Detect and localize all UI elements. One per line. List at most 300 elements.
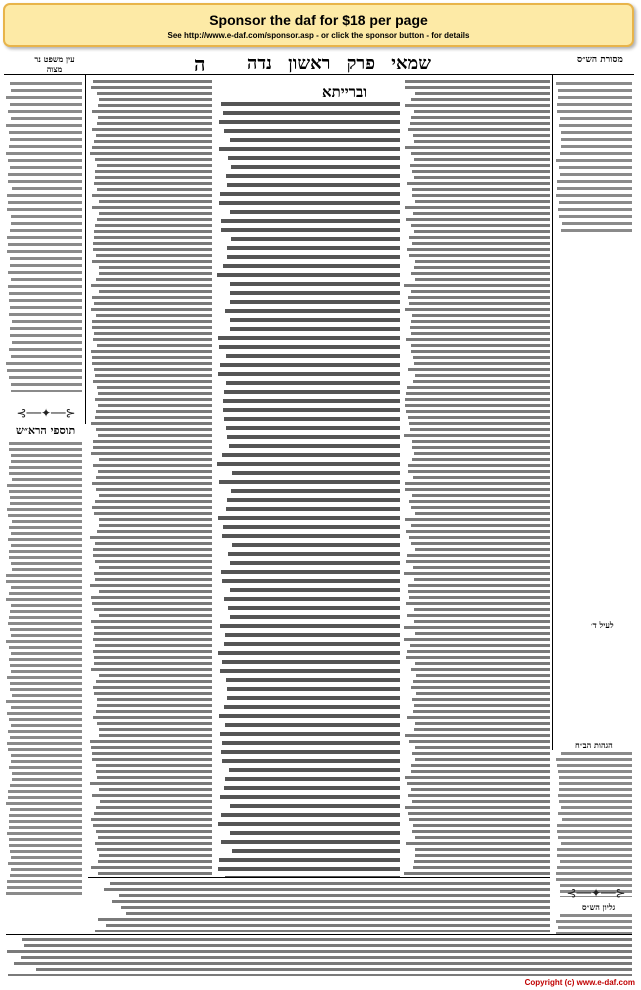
text-line [409, 422, 550, 425]
text-line [556, 920, 632, 923]
text-line [560, 117, 632, 120]
text-line [12, 520, 82, 523]
text-line [414, 728, 550, 731]
text-line [412, 800, 550, 803]
text-line [12, 568, 82, 571]
text-line [560, 152, 632, 155]
text-line [99, 614, 212, 617]
text-line [6, 96, 82, 99]
text-line [99, 212, 212, 215]
text-line [225, 633, 400, 637]
text-line [414, 860, 550, 863]
ein-mishpat-label: עין משפט נר מצוה [34, 54, 75, 74]
text-line [11, 460, 82, 463]
text-line [221, 228, 400, 232]
text-line [94, 230, 212, 233]
text-line [11, 562, 82, 565]
text-line [95, 224, 212, 227]
text-line [222, 741, 400, 745]
text-line [94, 812, 212, 815]
text-line [408, 296, 550, 299]
text-line [93, 650, 212, 653]
text-line [7, 676, 82, 679]
text-line [95, 560, 212, 563]
text-line [408, 470, 550, 473]
text-line [11, 383, 82, 386]
text-line [98, 470, 212, 473]
text-line [12, 478, 82, 481]
text-line [11, 532, 82, 535]
text-line [11, 604, 82, 607]
text-line [96, 770, 212, 773]
text-line [21, 956, 632, 959]
text-line [220, 732, 400, 736]
text-line [222, 579, 400, 583]
text-line [97, 776, 212, 779]
ornament-divider: ⊰──✦──⊱ [16, 406, 76, 420]
text-line [556, 758, 632, 761]
text-line [10, 682, 82, 685]
text-line [94, 572, 212, 575]
text-line [411, 290, 550, 293]
page-number: ה [194, 52, 206, 76]
text-line [10, 736, 82, 739]
text-line [413, 134, 550, 137]
sponsor-details[interactable]: See http://www.e-daf.com/sponsor.asp - or click the sponsor button - for details [167, 31, 470, 40]
text-line [94, 236, 212, 239]
text-line [228, 606, 400, 610]
text-line [230, 615, 400, 619]
text-line [221, 102, 400, 106]
text-line [11, 390, 82, 392]
text-line [106, 924, 550, 927]
header-rule [4, 74, 634, 75]
masoret-hashas-label: מסורת הש״ס [577, 55, 623, 65]
text-line [91, 86, 212, 89]
text-line [412, 494, 550, 497]
text-line [414, 620, 550, 623]
text-line [560, 860, 632, 863]
text-line [9, 448, 82, 451]
text-line [8, 201, 82, 204]
text-line [411, 116, 550, 119]
text-line [558, 96, 632, 99]
text-line [97, 92, 212, 95]
page-header-title: שמאי פרק ראשון נדה [247, 53, 431, 74]
text-line [412, 752, 550, 755]
text-line [90, 536, 212, 539]
text-line [226, 507, 400, 511]
text-line [558, 770, 632, 773]
text-line [227, 246, 400, 250]
text-line [6, 580, 82, 583]
text-line [414, 578, 550, 581]
text-line [411, 224, 550, 227]
text-line [414, 704, 550, 707]
text-line [10, 808, 82, 811]
text-line [413, 212, 550, 215]
text-line [412, 830, 550, 833]
text-line [411, 332, 550, 335]
text-line [99, 728, 212, 731]
text-line [7, 369, 82, 372]
text-line [408, 812, 550, 815]
text-line [9, 472, 82, 475]
text-line [14, 962, 632, 965]
text-line [224, 597, 400, 601]
text-line [230, 588, 400, 592]
text-line [92, 602, 212, 605]
divider-left [85, 74, 86, 424]
text-line [230, 804, 400, 808]
text-line [561, 806, 632, 809]
text-line [556, 82, 632, 85]
text-line [229, 444, 400, 448]
text-line [227, 255, 400, 259]
text-line [415, 746, 550, 749]
text-line [219, 858, 400, 862]
text-line [92, 128, 212, 131]
text-line [223, 408, 400, 412]
text-line [96, 488, 212, 491]
text-line [8, 862, 82, 865]
text-line [92, 506, 212, 509]
text-line [224, 417, 400, 421]
text-line [223, 399, 400, 403]
text-line [557, 187, 632, 190]
text-line [95, 930, 550, 932]
text-line [559, 788, 632, 791]
text-line [92, 296, 212, 299]
text-line [9, 145, 82, 148]
text-line [407, 716, 550, 719]
text-line [95, 416, 212, 419]
text-line [9, 814, 82, 817]
text-line [411, 98, 550, 101]
text-line [99, 266, 212, 269]
text-line [404, 572, 550, 575]
text-line [405, 80, 550, 83]
tosfot-rosh-heading: תוספי הרא״ש [16, 424, 76, 437]
text-line [9, 442, 82, 445]
text-line [121, 906, 550, 909]
text-line [97, 344, 212, 347]
text-line [414, 176, 550, 179]
text-line [97, 848, 212, 851]
tosfot-rosh-column [6, 442, 82, 897]
text-line [415, 632, 550, 635]
text-line [230, 831, 400, 835]
text-line [218, 867, 400, 871]
text-line [221, 570, 400, 574]
text-line [219, 147, 400, 151]
text-line [557, 103, 632, 106]
text-line [556, 194, 632, 197]
text-line [411, 320, 550, 323]
text-line [97, 698, 212, 701]
text-line [96, 278, 212, 281]
text-line [218, 651, 400, 655]
text-line [230, 300, 400, 304]
text-line [227, 435, 400, 439]
text-line [93, 80, 212, 83]
text-line [232, 471, 400, 475]
text-line [8, 110, 82, 113]
text-line [227, 687, 400, 691]
text-line [222, 759, 400, 763]
text-line [557, 824, 632, 827]
text-line [91, 620, 212, 623]
text-line [414, 158, 550, 161]
text-line [93, 242, 212, 245]
text-line [10, 850, 82, 853]
text-line [559, 124, 632, 127]
text-line [98, 434, 212, 437]
text-line [92, 752, 212, 755]
text-line [10, 166, 82, 169]
text-line [11, 652, 82, 655]
margin-reference: לעיל ד׳ [591, 620, 614, 630]
text-line [411, 344, 550, 347]
text-line [96, 428, 212, 431]
text-line [408, 128, 550, 131]
text-line [415, 854, 550, 857]
text-line [10, 496, 82, 499]
text-line [411, 152, 550, 155]
text-line [221, 813, 400, 817]
text-line [230, 210, 400, 214]
text-line [559, 800, 632, 803]
text-line [9, 826, 82, 829]
text-line [405, 404, 550, 407]
text-line [94, 140, 212, 143]
text-line [93, 548, 212, 551]
text-line [12, 778, 82, 781]
text-line [220, 624, 400, 628]
text-line [7, 880, 82, 883]
text-line [218, 516, 400, 520]
text-line [6, 574, 82, 577]
text-line [557, 110, 632, 113]
text-line [404, 284, 550, 287]
text-line [561, 131, 632, 134]
text-line [412, 170, 550, 173]
text-line [414, 452, 550, 455]
text-line [404, 434, 550, 437]
text-line [559, 166, 632, 169]
text-line [558, 794, 632, 797]
text-line [559, 215, 632, 218]
text-line [93, 716, 212, 719]
text-line [91, 746, 212, 749]
text-line [411, 524, 550, 527]
text-line [405, 398, 550, 401]
text-line [10, 334, 82, 337]
text-line [91, 422, 212, 425]
text-line [12, 320, 82, 323]
text-line [98, 836, 212, 839]
text-line [415, 512, 550, 515]
text-line [97, 122, 212, 125]
text-line [95, 374, 212, 377]
text-line [6, 802, 82, 805]
text-line [92, 362, 212, 365]
text-line [93, 824, 212, 827]
text-line [90, 782, 212, 785]
text-line [92, 794, 212, 797]
text-line [231, 165, 400, 169]
text-line [6, 892, 82, 895]
text-line [231, 237, 400, 241]
text-line [408, 416, 550, 419]
text-line [99, 734, 212, 737]
text-line [224, 390, 400, 394]
text-line [408, 464, 550, 467]
text-line [7, 208, 82, 211]
text-line [6, 640, 82, 643]
text-line [559, 782, 632, 785]
masoret-hashas-column [556, 82, 632, 232]
text-line [99, 272, 212, 275]
text-line [8, 748, 82, 751]
text-line [10, 82, 82, 85]
text-line [217, 462, 400, 466]
text-line [407, 782, 550, 785]
text-line [91, 308, 212, 311]
text-line [220, 192, 400, 196]
text-line [12, 772, 82, 775]
text-line [95, 542, 212, 545]
text-line [414, 110, 550, 113]
text-line [217, 273, 400, 277]
text-line [404, 638, 550, 641]
text-line [414, 230, 550, 233]
text-line [11, 856, 82, 859]
text-line [11, 355, 82, 358]
text-line [557, 848, 632, 851]
text-line [226, 426, 400, 430]
text-line [232, 849, 400, 853]
text-line [7, 832, 82, 835]
text-line [558, 926, 632, 929]
text-line [220, 795, 400, 799]
text-line [10, 229, 82, 232]
text-line [99, 98, 212, 101]
text-line [409, 818, 550, 821]
text-line [404, 626, 550, 629]
text-line [407, 386, 550, 389]
text-line [406, 842, 550, 845]
text-line [558, 208, 632, 211]
text-line [409, 500, 550, 503]
text-line [99, 524, 212, 527]
text-line [222, 453, 400, 457]
text-line [556, 872, 632, 875]
text-line [10, 502, 82, 505]
sponsor-banner[interactable] [3, 3, 634, 47]
text-line [561, 138, 632, 141]
text-line [413, 824, 550, 827]
text-line [11, 222, 82, 225]
text-line [219, 201, 400, 205]
text-line [93, 686, 212, 689]
text-line [560, 173, 632, 176]
copyright-notice[interactable]: Copyright (c) www.e-daf.com [524, 978, 635, 987]
text-line [92, 110, 212, 113]
text-line [98, 860, 212, 863]
text-line [415, 662, 550, 665]
text-line [91, 818, 212, 821]
text-line [415, 92, 550, 95]
text-line [9, 299, 82, 302]
gemara-opening-word: וברייתא [322, 83, 368, 101]
text-line [408, 584, 550, 587]
text-line [230, 138, 400, 142]
text-line [225, 309, 401, 313]
text-line [410, 326, 550, 329]
text-line [92, 356, 212, 359]
text-line [6, 362, 82, 365]
text-line [226, 678, 400, 682]
text-line [411, 506, 550, 509]
ornament-divider-right: ⊰──✦──⊱ [566, 886, 626, 900]
text-line [98, 918, 550, 921]
text-line [96, 410, 212, 413]
text-line [219, 480, 400, 484]
text-line [11, 586, 82, 589]
tosafot-column [90, 80, 212, 875]
text-line [7, 508, 82, 511]
text-line [221, 750, 400, 754]
text-line [92, 320, 212, 323]
text-line [405, 806, 550, 809]
text-line [224, 786, 400, 790]
text-line [414, 266, 550, 269]
text-line [408, 590, 550, 593]
text-line [8, 622, 82, 625]
text-line [7, 886, 82, 889]
text-line [413, 680, 550, 683]
text-line [11, 724, 82, 727]
text-line [9, 616, 82, 619]
text-line [405, 776, 551, 779]
text-line [9, 348, 82, 351]
text-line [119, 894, 550, 897]
text-line [95, 500, 212, 503]
sponsor-title[interactable]: Sponsor the daf for $18 per page [209, 12, 428, 28]
text-line [405, 86, 550, 89]
text-line [8, 730, 82, 733]
text-line [11, 760, 82, 763]
text-line [561, 145, 632, 148]
text-line [99, 854, 212, 857]
text-line [9, 490, 83, 493]
text-line [7, 950, 632, 953]
text-line [405, 488, 550, 491]
text-line [10, 138, 82, 141]
text-line [222, 534, 400, 538]
text-line [557, 180, 632, 183]
text-line [223, 525, 400, 529]
text-line [405, 518, 550, 521]
text-line [557, 764, 632, 767]
text-line [99, 290, 212, 293]
text-line [223, 264, 400, 268]
text-line [219, 120, 400, 124]
text-line [415, 722, 550, 725]
text-line [6, 700, 82, 703]
text-line [409, 536, 550, 539]
